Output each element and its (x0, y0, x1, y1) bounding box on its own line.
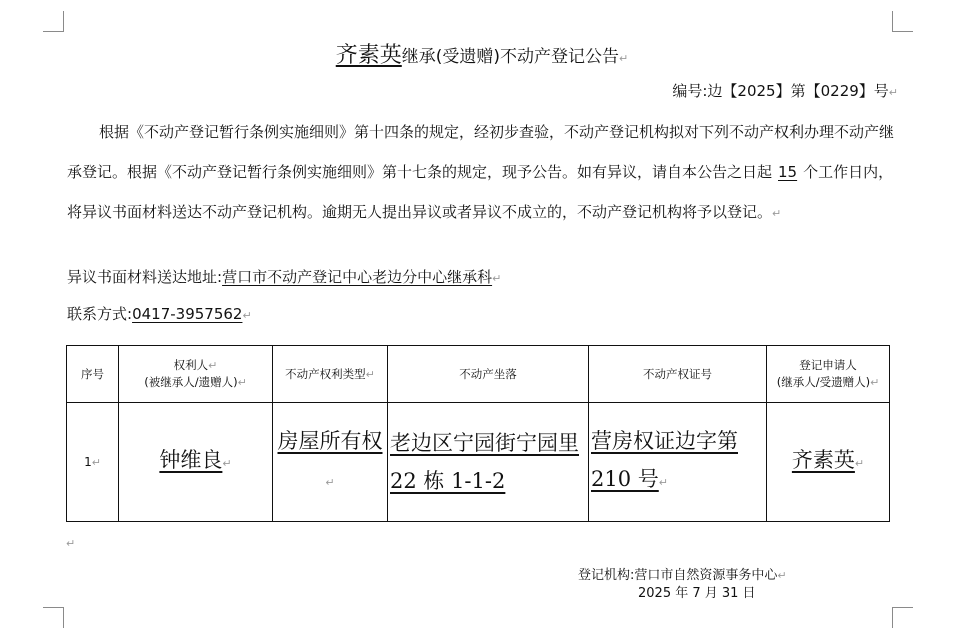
crop-mark-bottom-right (892, 607, 913, 628)
header-applicant: 登记申请人 (继承人/受遗赠人)↵ (767, 346, 890, 403)
paragraph-mark-icon: ↵ (619, 52, 629, 65)
address-label: 异议书面材料送达地址: (67, 268, 223, 286)
crop-mark-bottom-left (43, 607, 64, 628)
table-header-row (67, 346, 890, 403)
document-number-text: 编号:边【2025】第【0229】号 (672, 82, 889, 100)
cell-location: 老边区宁园街宁园里 22 栋 1-1-2 (388, 403, 589, 522)
title-applicant-name: 齐素英 (335, 43, 402, 68)
notice-title (0, 38, 964, 69)
cell-cert-no: 营房权证边字第 210 号↵ (589, 403, 767, 522)
org-value: 营口市自然资源事务中心 (634, 568, 778, 583)
registration-table (66, 345, 890, 522)
paragraph-mark-icon: ↵ (777, 569, 787, 582)
crop-mark-top-right (892, 11, 913, 32)
registration-org (578, 564, 787, 583)
title-text: 继承(受遗赠)不动产登记公告 (401, 47, 620, 67)
paragraph-mark-icon: ↵ (888, 86, 898, 99)
header-location: 不动产坐落 (388, 346, 589, 403)
contact-line (67, 303, 252, 324)
objection-days: 15 (778, 163, 798, 181)
notice-date: 2025 年 7 月 31 日 (638, 586, 756, 601)
org-label: 登记机构: (578, 568, 635, 583)
header-right-type: 不动产权利类型↵ (273, 346, 388, 403)
paragraph-mark-icon: ↵ (66, 537, 76, 550)
cell-seq: 1↵ (67, 403, 119, 522)
cell-applicant: 齐素英↵ (767, 403, 890, 522)
paragraph-mark-icon: ↵ (772, 207, 782, 220)
cell-holder: 钟维良↵ (119, 403, 273, 522)
table-row (67, 403, 890, 522)
paragraph-mark-icon: ↵ (492, 272, 502, 285)
body-text-part-a: 根据《不动产登记暂行条例实施细则》第十四条的规定，经初步查验，不动产登记机构拟对下列不动产权利办理不动产继承登记。根据《不动产登记暂行条例实施细则》第十七条的规定，现予公告。如有异议，请自本公告之日起 (67, 123, 895, 181)
header-cert-no: 不动产权证号 (589, 346, 767, 403)
notice-body-paragraph (67, 112, 899, 234)
paragraph-mark-icon: ↵ (242, 309, 252, 322)
cell-right-type: 房屋所有权↵ (273, 403, 388, 522)
address-value: 营口市不动产登记中心老边分中心继承科 (222, 268, 493, 286)
contact-phone: 0417-3957562 (132, 305, 243, 323)
header-seq: 序号 (67, 346, 119, 403)
crop-mark-top-left (43, 11, 64, 32)
document-number (672, 80, 898, 101)
contact-label: 联系方式: (67, 305, 133, 323)
header-holder: 权利人↵ (被继承人/遗赠人)↵ (119, 346, 273, 403)
objection-address-line (67, 266, 501, 287)
body-text-part-b: 个工作日内，将异议书面材料送达不动产登记机构。逾期无人提出异议或者异议不成立的，不动产登记机构将予以登记。 (67, 163, 894, 221)
